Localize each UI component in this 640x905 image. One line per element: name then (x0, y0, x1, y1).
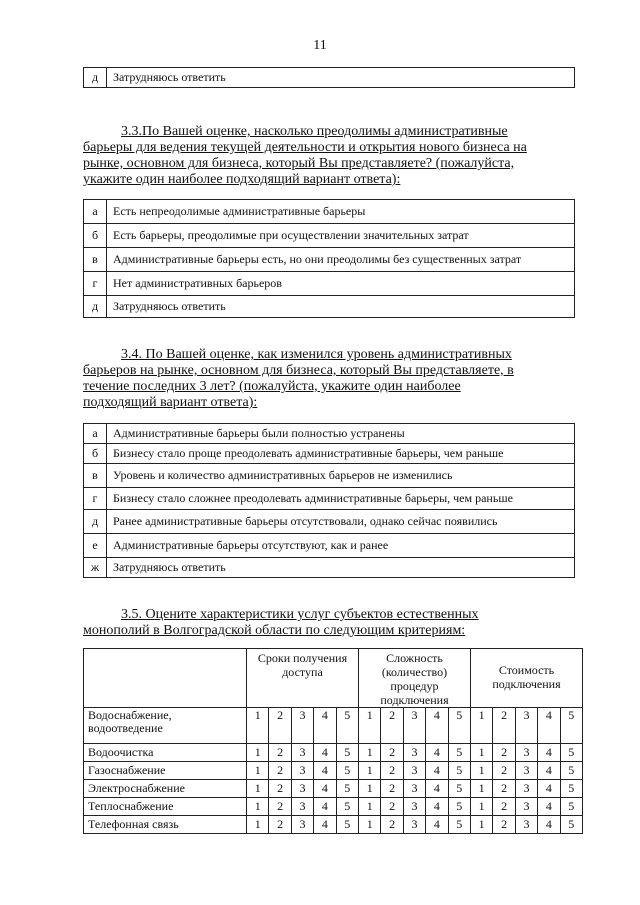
rating-score-cell[interactable]: 3 (291, 762, 313, 780)
option-letter: д (84, 296, 107, 318)
rating-score-cell[interactable]: 4 (538, 780, 560, 798)
rating-score-cell[interactable]: 1 (359, 798, 381, 816)
option-text: Бизнесу стало сложнее преодолевать административные барьеры, чем раньше (107, 488, 575, 510)
rating-score-cell[interactable]: 1 (359, 708, 381, 744)
rating-score-cell[interactable]: 5 (560, 816, 582, 834)
rating-score-cell[interactable]: 2 (493, 762, 515, 780)
rating-score-cell[interactable]: 3 (291, 780, 313, 798)
option-row (84, 424, 575, 444)
question-line: рынке, основном для бизнеса, который Вы представляете? (пожалуйста, (83, 156, 515, 171)
question-line: монополий в Волгоградской области по следующим критериям: (83, 623, 466, 638)
service-name: Телефонная связь (84, 816, 247, 834)
option-row (84, 444, 575, 464)
rating-score-cell[interactable]: 5 (560, 708, 582, 744)
rating-score-cell[interactable]: 3 (291, 798, 313, 816)
rating-score-cell[interactable]: 4 (538, 798, 560, 816)
rating-score-cell[interactable]: 5 (560, 780, 582, 798)
option-text: Затрудняюсь ответить (107, 68, 575, 88)
rating-score-cell[interactable]: 4 (314, 744, 336, 762)
option-letter: б (84, 444, 107, 464)
option-row (84, 464, 575, 488)
rating-score-cell[interactable]: 4 (314, 780, 336, 798)
rating-score-cell[interactable]: 5 (336, 816, 358, 834)
rating-score-cell[interactable]: 2 (269, 798, 291, 816)
option-text: Есть барьеры, преодолимые при осуществлении значительных затрат (107, 224, 575, 248)
rating-score-cell[interactable]: 3 (403, 798, 425, 816)
option-letter: е (84, 534, 107, 558)
question-3-5-text (83, 607, 575, 639)
question-line: течение последних 3 лет? (пожалуйста, укажите один наиболее (83, 379, 461, 394)
question-line: 3.3.По Вашей оценке, насколько преодолимы административные (121, 124, 508, 139)
option-letter: а (84, 424, 107, 444)
rating-score-cell[interactable]: 1 (247, 816, 269, 834)
option-text: Административные барьеры есть, но они преодолимы без существенных затрат (107, 248, 575, 272)
rating-score-cell[interactable]: 3 (291, 744, 313, 762)
option-letter: б (84, 224, 107, 248)
option-text: Ранее административные барьеры отсутствовали, однако сейчас появились (107, 510, 575, 534)
rating-score-cell[interactable]: 3 (515, 816, 537, 834)
question-3-4-text (83, 347, 575, 411)
rating-score-cell[interactable]: 2 (269, 708, 291, 744)
rating-score-cell[interactable]: 4 (538, 744, 560, 762)
option-letter: г (84, 488, 107, 510)
rating-score-cell[interactable]: 5 (448, 762, 470, 780)
option-letter: в (84, 248, 107, 272)
service-name: Водоочистка (84, 744, 247, 762)
rating-score-cell[interactable]: 5 (336, 762, 358, 780)
rating-score-cell[interactable]: 3 (403, 816, 425, 834)
rating-score-cell[interactable]: 4 (314, 762, 336, 780)
rating-score-cell[interactable]: 4 (538, 708, 560, 744)
option-letter: ж (84, 558, 107, 578)
rating-score-cell[interactable]: 1 (470, 798, 492, 816)
rating-score-cell[interactable]: 4 (538, 762, 560, 780)
question-3-3-options-table (83, 199, 575, 318)
question-line: барьеры для ведения текущей деятельности и открытия нового бизнеса на (83, 140, 527, 155)
rating-score-cell[interactable]: 2 (381, 744, 403, 762)
rating-score-cell[interactable]: 3 (515, 744, 537, 762)
header-access-time: Сроки получения доступа (247, 649, 359, 708)
option-text: Нет административных барьеров (107, 272, 575, 296)
option-letter: д (84, 68, 107, 88)
option-letter: д (84, 510, 107, 534)
option-letter: в (84, 464, 107, 488)
rating-score-cell[interactable]: 2 (269, 762, 291, 780)
option-row (84, 224, 575, 248)
rating-score-cell[interactable]: 2 (493, 708, 515, 744)
rating-score-cell[interactable]: 3 (403, 744, 425, 762)
service-name: Водоснабжение, водоотведение (84, 708, 247, 744)
option-row (84, 558, 575, 578)
rating-score-cell[interactable]: 1 (470, 780, 492, 798)
rating-score-cell[interactable]: 4 (426, 816, 448, 834)
rating-score-cell[interactable]: 2 (381, 816, 403, 834)
rating-score-cell[interactable]: 1 (470, 762, 492, 780)
rating-score-cell[interactable]: 1 (247, 780, 269, 798)
rating-score-cell[interactable]: 2 (493, 816, 515, 834)
page-number: 11 (313, 38, 327, 53)
option-text: Бизнесу стало проще преодолевать административные барьеры, чем раньше (107, 444, 575, 464)
option-row (84, 248, 575, 272)
rating-score-cell[interactable]: 2 (493, 744, 515, 762)
rating-score-cell[interactable]: 2 (493, 798, 515, 816)
table-row (84, 798, 583, 816)
rating-score-cell[interactable]: 1 (247, 708, 269, 744)
question-3-4-options-table (83, 423, 575, 578)
rating-score-cell[interactable]: 2 (269, 780, 291, 798)
option-text: Административные барьеры были полностью устранены (107, 424, 575, 444)
previous-question-options-table (83, 67, 575, 88)
rating-score-cell[interactable]: 3 (403, 762, 425, 780)
rating-score-cell[interactable]: 2 (381, 762, 403, 780)
rating-score-cell[interactable]: 1 (470, 744, 492, 762)
option-letter: а (84, 200, 107, 224)
rating-score-cell[interactable]: 1 (247, 762, 269, 780)
rating-score-cell[interactable]: 3 (515, 708, 537, 744)
rating-score-cell[interactable]: 2 (269, 744, 291, 762)
option-text: Уровень и количество административных барьеров не изменились (107, 464, 575, 488)
rating-score-cell[interactable]: 5 (560, 798, 582, 816)
rating-score-cell[interactable]: 4 (314, 798, 336, 816)
question-3-3-text (83, 124, 575, 188)
rating-score-cell[interactable]: 4 (426, 762, 448, 780)
natural-monopolies-rating-table (83, 648, 583, 834)
rating-score-cell[interactable]: 5 (448, 708, 470, 744)
option-text: Есть непреодолимые административные барьеры (107, 200, 575, 224)
rating-score-cell[interactable]: 5 (448, 744, 470, 762)
rating-score-cell[interactable]: 3 (515, 780, 537, 798)
table-header-row (84, 649, 583, 708)
rating-score-cell[interactable]: 2 (381, 708, 403, 744)
option-text: Затрудняюсь ответить (107, 296, 575, 318)
option-text: Административные барьеры отсутствуют, как и ранее (107, 534, 575, 558)
rating-score-cell[interactable]: 5 (336, 798, 358, 816)
rating-score-cell[interactable]: 1 (359, 816, 381, 834)
option-row (84, 296, 575, 318)
table-row (84, 744, 583, 762)
rating-score-cell[interactable]: 3 (291, 708, 313, 744)
rating-score-cell[interactable]: 3 (403, 780, 425, 798)
rating-score-cell[interactable]: 5 (448, 816, 470, 834)
service-name: Теплоснабжение (84, 798, 247, 816)
question-line: подходящий вариант ответа): (83, 395, 258, 410)
question-line: барьеров на рынке, основном для бизнеса, который Вы представляете, в (83, 363, 514, 378)
rating-score-cell[interactable]: 1 (359, 780, 381, 798)
rating-score-cell[interactable]: 5 (448, 798, 470, 816)
rating-score-cell[interactable]: 3 (515, 762, 537, 780)
option-letter: г (84, 272, 107, 296)
option-row (84, 272, 575, 296)
rating-score-cell[interactable]: 5 (336, 780, 358, 798)
rating-score-cell[interactable]: 2 (269, 816, 291, 834)
option-row (84, 68, 575, 88)
option-text: Затрудняюсь ответить (107, 558, 575, 578)
rating-score-cell[interactable]: 4 (426, 708, 448, 744)
rating-score-cell[interactable]: 2 (381, 780, 403, 798)
question-line: 3.4. По Вашей оценке, как изменился уровень административных (121, 347, 512, 362)
option-row (84, 510, 575, 534)
option-row (84, 488, 575, 510)
rating-score-cell[interactable]: 4 (314, 816, 336, 834)
rating-score-cell[interactable]: 4 (426, 798, 448, 816)
table-row (84, 762, 583, 780)
option-row (84, 534, 575, 558)
service-name: Электроснабжение (84, 780, 247, 798)
header-procedure-complexity: Сложность (количество) процедур подключения (359, 649, 471, 708)
service-name: Газоснабжение (84, 762, 247, 780)
rating-score-cell[interactable]: 1 (359, 744, 381, 762)
header-connection-cost: Стоимость подключения (470, 649, 582, 708)
rating-score-cell[interactable]: 1 (247, 798, 269, 816)
header-empty-cell (84, 649, 247, 708)
rating-score-cell[interactable]: 4 (314, 708, 336, 744)
rating-score-cell[interactable]: 3 (403, 708, 425, 744)
rating-score-cell[interactable]: 4 (426, 780, 448, 798)
question-line: 3.5. Оцените характеристики услуг субъектов естественных (121, 607, 479, 622)
rating-score-cell[interactable]: 5 (560, 762, 582, 780)
rating-score-cell[interactable]: 1 (247, 744, 269, 762)
table-row (84, 708, 583, 744)
rating-score-cell[interactable]: 5 (560, 744, 582, 762)
rating-score-cell[interactable]: 1 (470, 708, 492, 744)
rating-score-cell[interactable]: 1 (359, 762, 381, 780)
rating-score-cell[interactable]: 2 (381, 798, 403, 816)
rating-score-cell[interactable]: 3 (291, 816, 313, 834)
rating-score-cell[interactable]: 3 (515, 798, 537, 816)
question-line: укажите один наиболее подходящий вариант ответа): (83, 172, 401, 187)
table-row (84, 780, 583, 798)
rating-score-cell[interactable]: 2 (493, 780, 515, 798)
rating-score-cell[interactable]: 5 (448, 780, 470, 798)
rating-score-cell[interactable]: 4 (426, 744, 448, 762)
rating-score-cell[interactable]: 4 (538, 816, 560, 834)
rating-score-cell[interactable]: 5 (336, 708, 358, 744)
rating-score-cell[interactable]: 5 (336, 744, 358, 762)
option-row (84, 200, 575, 224)
table-row (84, 816, 583, 834)
rating-score-cell[interactable]: 1 (470, 816, 492, 834)
